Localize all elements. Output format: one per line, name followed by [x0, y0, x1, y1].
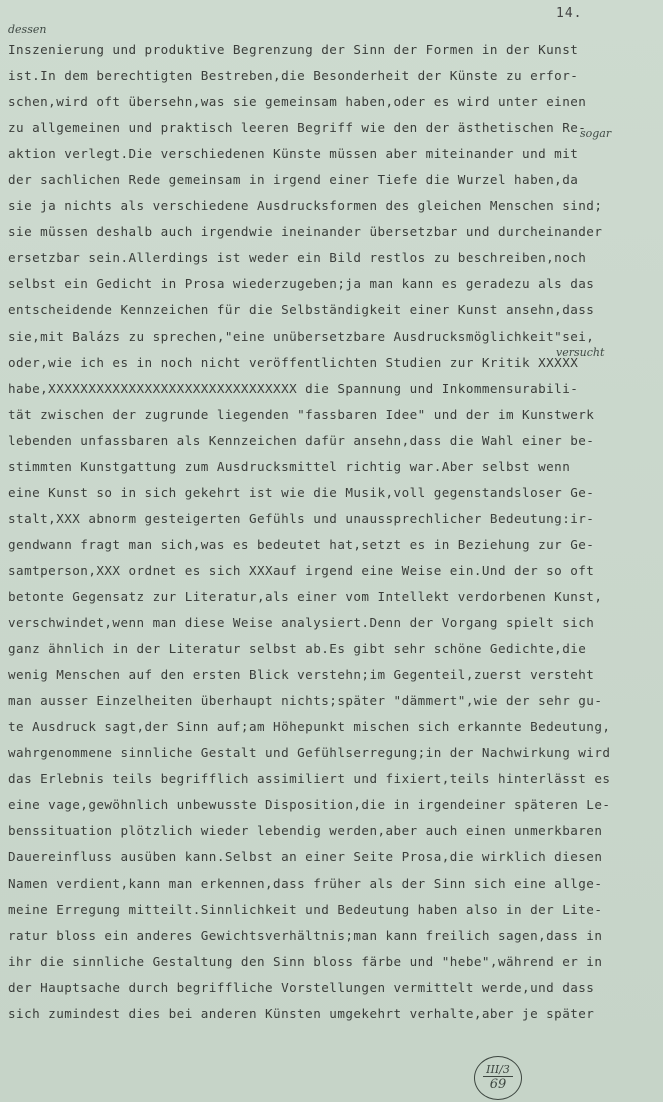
text-line: gendwann fragt man sich,was es bedeutet hat,setzt es in Beziehung zur Ge-	[8, 536, 595, 552]
text-line: sie müssen deshalb auch irgendwie ineinander übersetzbar und durcheinander	[8, 224, 603, 240]
text-line: sich zumindest dies bei anderen Künsten umgekehrt verhalte,aber je später	[8, 1005, 595, 1021]
text-line: habe,XXXXXXXXXXXXXXXXXXXXXXXXXXXXXXX die Spannung und Inkommensurabili-	[8, 380, 579, 396]
text-line: Dauereinfluss ausüben kann.Selbst an einer Seite Prosa,die wirklich diesen	[8, 849, 603, 865]
text-line: ratur bloss ein anderes Gewichtsverhältnis;man kann freilich sagen,dass in	[8, 927, 603, 943]
text-line: Namen verdient,kann man erkennen,dass früher als der Sinn sich eine allge-	[8, 875, 603, 891]
text-line: man ausser Einzelheiten überhaupt nichts;später "dämmert",wie der sehr gu-	[8, 693, 603, 709]
text-line: betonte Gegensatz zur Literatur,als einer vom Intellekt verdorbenen Kunst,	[8, 588, 603, 604]
typed-text-body	[8, 37, 656, 1027]
text-line: entscheidende Kennzeichen für die Selbständigkeit einer Kunst ansehn,dass	[8, 302, 595, 318]
text-line: eine Kunst so in sich gekehrt ist wie die Musik,voll gegenstandsloser Ge-	[8, 484, 595, 500]
archive-stamp-series: III/3	[483, 1064, 513, 1077]
text-line: samtperson,XXX ordnet es sich XXXauf irgend eine Weise ein.Und der so oft	[8, 562, 595, 578]
text-line: das Erlebnis teils begrifflich assimiliert und fixiert,teils hinterlässt es	[8, 771, 611, 787]
page-number: 14.	[556, 6, 583, 21]
text-line: der Hauptsache durch begriffliche Vorstellungen vermittelt werde,und dass	[8, 979, 595, 995]
text-line: Inszenierung und produktive Begrenzung der Sinn der Formen in der Kunst	[8, 42, 579, 57]
text-line: tät zwischen der zugrunde liegenden "fassbaren Idee" und der im Kunstwerk	[8, 406, 595, 422]
archive-stamp	[474, 1056, 522, 1100]
text-line: ganz ähnlich in der Literatur selbst ab.Es gibt sehr schöne Gedichte,die	[8, 641, 587, 657]
text-line: sie ja nichts als verschiedene Ausdrucksformen des gleichen Menschen sind;	[8, 198, 603, 214]
handwritten-insert-sogar: sogar	[580, 127, 612, 140]
text-line: stalt,XXX abnorm gesteigerten Gefühls und unaussprechlicher Bedeutung:ir-	[8, 510, 595, 526]
text-line: te Ausdruck sagt,der Sinn auf;am Höhepunkt mischen sich erkannte Bedeutung,	[8, 719, 611, 735]
text-line: aktion verlegt.Die verschiedenen Künste müssen aber miteinander und mit	[8, 146, 579, 162]
text-line: ersetzbar sein.Allerdings ist weder ein Bild restlos zu beschreiben,noch	[8, 250, 587, 266]
text-line: der sachlichen Rede gemeinsam in irgend einer Tiefe die Wurzel haben,da	[8, 172, 579, 188]
text-line: stimmten Kunstgattung zum Ausdrucksmittel richtig war.Aber selbst wenn	[8, 458, 571, 474]
handwritten-insert-dessen: dessen	[8, 23, 47, 36]
handwritten-insert-versucht: versucht	[556, 346, 605, 359]
text-line: ist.In dem berechtigten Bestreben,die Besonderheit der Künste zu erfor-	[8, 68, 579, 84]
text-line: sie,mit Balázs zu sprechen,"eine unübersetzbare Ausdrucksmöglichkeit"sei,	[8, 328, 595, 344]
text-line: wenig Menschen auf den ersten Blick verstehn;im Gegenteil,zuerst versteht	[8, 667, 595, 683]
text-line: ihr die sinnliche Gestaltung den Sinn bloss färbe und "hebe",während er in	[8, 953, 603, 969]
text-line: lebenden unfassbaren als Kennzeichen dafür ansehn,dass die Wahl einer be-	[8, 432, 595, 448]
text-line: oder,wie ich es in noch nicht veröffentlichten Studien zur Kritik XXXXX	[8, 354, 579, 370]
text-line: verschwindet,wenn man diese Weise analysiert.Denn der Vorgang spielt sich	[8, 615, 595, 631]
text-line: wahrgenommene sinnliche Gestalt und Gefühlserregung;in der Nachwirkung wird	[8, 745, 611, 761]
archive-stamp-number: 69	[489, 1077, 507, 1092]
text-line: zu allgemeinen und praktisch leeren Begriff wie den der ästhetischen Re-	[8, 120, 587, 136]
text-line: eine vage,gewöhnlich unbewusste Disposition,die in irgendeiner späteren Le-	[8, 797, 611, 813]
text-line: schen,wird oft übersehn,was sie gemeinsam haben,oder es wird unter einen	[8, 94, 587, 110]
text-line: selbst ein Gedicht in Prosa wiederzugeben;ja man kann es geradezu als das	[8, 276, 595, 292]
text-line: meine Erregung mitteilt.Sinnlichkeit und Bedeutung haben also in der Lite-	[8, 901, 603, 917]
text-line: benssituation plötzlich wieder lebendig werden,aber auch einen unmerkbaren	[8, 823, 603, 839]
